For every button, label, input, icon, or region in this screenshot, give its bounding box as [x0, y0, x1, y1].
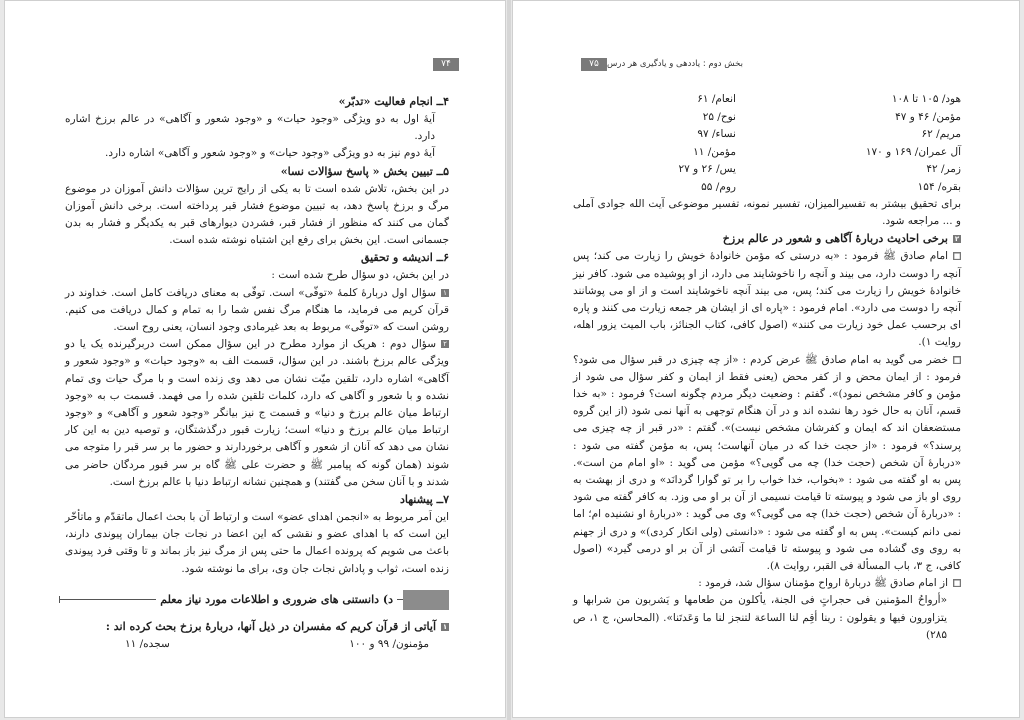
reference-cell: یس/ ۲۶ و ۲۷	[678, 163, 736, 175]
paragraph	[65, 145, 449, 162]
table-row	[573, 161, 961, 179]
paragraph	[65, 509, 449, 578]
reference-cell: سجده/ ۱۱	[125, 637, 170, 650]
heading-text: ۵ــ تبیین بخش « پاسخ سؤالات نسا»	[280, 164, 449, 178]
quran-references-table	[573, 91, 961, 196]
heading-text: ۷ــ پیشنهاد	[399, 493, 449, 507]
section-marker-bar	[403, 590, 449, 610]
page-number: ۷۵	[581, 58, 607, 71]
reference-cell: آل عمران/ ۱۶۹ و ۱۷۰	[865, 145, 961, 158]
paragraph	[573, 592, 961, 644]
bullet-marker: ۲	[954, 235, 960, 244]
paragraph-text: آیهٔ اول به دو ویژگی «وجود حیات» و «وجود شعور و آگاهی» در عالم برزخ اشاره دارد.	[65, 113, 435, 143]
reference-cell: هود/ ۱۰۵ تا ۱۰۸	[891, 93, 961, 105]
paragraph	[65, 111, 449, 145]
paragraph	[65, 285, 449, 337]
paragraph-text: سؤال دوم : هریک از موارد مطرح در این سؤال ممکن است دربرگیرنده یک یا دو ویژگی عالم برزخ باشند. در این سؤال، قسمت الف به «وجود حیات» و «وجود شعور و آگاهی» اشاره دارد، تلقین میّت نشان می دهد وی زنده است و با مرگ حیات وی تمام نشده و با شعور و آگاهی که دارد، کلمات تلقین شده را می فهمد. قسمت ب به «وجود ارتباط میان عالم برزخ و دنیا» و قسمت ج نیز بیانگر «وجود شعور و آگاهی» و «وجود ارتباط میان عالم برزخ و دنیا» است؛ زیارت قبور درگذشتگان، و توصیه دین به این کار نشان می دهد که آنان از شعور و آگاهی برخوردارند و حضور ما بر سر قبر را متوجه می شوند (همان گونه که پیامبر ﷺ و حضرت علی ﷺ گاه بر سر قبور مردگان حاضر می شدند و با آنان سخن می گفتند) و همچنین نشانه ارتباط دنیا با عالم برزخ است.	[65, 338, 449, 488]
table-row	[573, 144, 961, 162]
paragraph-text: در این بخش، تلاش شده است تا به یکی از رایج ترین سؤالات دانش آموزان در موضوع مرگ و برزخ پاسخ دهد، به تبیین موضوع فشار قبر پرداخته است. برخی دانش آموزان گمان می کنند که منظور از فشار قبر، فشردن دیوارهای قبر به یکدیگر و فشار به بدن جسمانی است. این بخش برای رفع این اشتباه نوشته شده است.	[65, 182, 449, 247]
quran-references-table	[65, 636, 449, 653]
paragraph	[65, 336, 449, 491]
bullet-marker: ۱	[441, 289, 449, 297]
paragraph-text: در این بخش، دو سؤال طرح شده است :	[271, 269, 449, 282]
paragraph-text: امام صادق ﷺ فرمود : «به درستی که مؤمن خانوادهٔ خویش را زیارت می کند؛ پس آنچه را دوست دارد، می بیند و آنچه را ناخوشایند می دارد، از او پوشیده می شود. کافر نیز خانوادهٔ خویش را زیارت می کند؛ پس، می بیند آنچه ناخوشایند است و از او می پوشانند آنچه را دوست می دارد». امام فرمود : «پاره ای از ایشان هر جمعه زیارت می کنند و پاره ای برحسب عمل خود زیارت می کنند» (اصول کافی، کتاب الجنائز، باب المیت یزور اهله، روایت ۱).	[573, 250, 961, 349]
reference-cell: نساء/ ۹۷	[697, 128, 736, 140]
reference-cell: مؤمن/ ۴۶ و ۴۷	[895, 110, 961, 123]
book-spine	[507, 0, 511, 720]
right-page	[512, 0, 1020, 718]
heading-text: ۴ــ انجام فعالیت «تدبّر»	[338, 95, 449, 108]
paragraph	[65, 181, 449, 250]
reference-cell: روم/ ۵۵	[701, 180, 736, 193]
bullet-marker: ■	[953, 252, 961, 261]
left-page	[4, 0, 506, 718]
reference-cell: نوح/ ۲۵	[702, 110, 736, 123]
divider-endcap	[59, 596, 60, 603]
paragraph	[573, 196, 961, 230]
paragraph-text: آیهٔ دوم نیز به دو ویژگی «وجود حیات» و «وجود شعور و آگاهی» اشاره دارد.	[105, 147, 435, 160]
heading-text: برخی احادیث دربارهٔ آگاهی و شعور در عالم برزخ	[722, 232, 948, 246]
section-heading	[65, 93, 449, 111]
paragraph	[573, 352, 961, 576]
paragraph-text: از امام صادق ﷺ دربارهٔ ارواح مؤمنان سؤال شد، فرمود :	[698, 577, 948, 590]
right-page-text	[573, 91, 961, 644]
paragraph-text: سؤال اول دربارهٔ کلمهٔ «توفّی» است. توفّی به معنای دریافت کامل است. خداوند در قرآن کریم می فرماید، ما هنگام مرگ نفس شما را به تمام و کمال دریافت می کنیم. روشن است که «توفّی» مربوط به بعد غیرمادی وجود انسان، یعنی روح است.	[65, 286, 449, 334]
section-heading	[65, 491, 449, 509]
section-heading	[573, 230, 961, 248]
left-page-text	[65, 93, 449, 653]
bullet-marker: ۲	[441, 340, 449, 348]
heading-text: آیاتی از قرآن کریم که مفسران در ذیل آنها، دربارهٔ برزخ بحث کرده اند :	[105, 619, 436, 633]
section-heading	[65, 249, 449, 267]
section-divider	[65, 588, 449, 612]
section-d-title: د) دانستنی های ضروری و اطلاعات مورد نیاز معلم	[156, 590, 397, 610]
reference-cell: مریم/ ۶۲	[921, 128, 961, 140]
paragraph-text: «أرواحُ المؤمنین فی حجراتٍ فی الجنة، یأکلون من طعامها و یَشربون من شرابها و یتزاورون فیها و یقولون : ربنا أقِم لنا الساعة لتنجز لنا ما وَعَدتَنا». (المحاسن، ج ۱، ص ۲۸۵)	[573, 594, 947, 641]
paragraph	[573, 248, 961, 351]
page-number: ۷۴	[433, 58, 459, 71]
bullet-marker: ■	[953, 355, 961, 364]
heading-text: ۶ــ اندیشه و تحقیق	[360, 251, 449, 265]
reference-cell: بقره/ ۱۵۴	[917, 180, 961, 193]
reference-cell: انعام/ ۶۱	[697, 93, 736, 105]
paragraph-text: خضر می گوید به امام صادق ﷺ عرض کردم : «از چه چیزی در قبر سؤال می شود؟ فرمود : از ایمان محض و از کفر محض (یعنی فقط از ایمان و کفر سؤال می شود از مؤمن و کافر مشخص نمود)». گفتم : وضعیت دیگر مردم چگونه است؟ فرمود : «به خدا قسم، آنان به حال خود رها نشده اند و در آن هنگام توجهی به آنها نمی شود (از این گروه مستضعفان اند که ایمان و کفرشان مشخص نیست)». گفتم : «در قبر از چه چیزی می پرسند؟» فرمود : «از حجت خدا که در میان آنهاست؛ پس، به مؤمن گفته می شود : «دربارهٔ آن شخص (حجت خدا) چه می گویی؟» مؤمن می گوید : «او امام من است». پس به او گفته می شود : «بخواب، خدا خواب را بر تو گوارا گردانَد» و دری از بهشت به روی او باز می شود و پیوسته تا قیامت نسیمی از آن بر او می وزد. به کافر گفته می شود : «دربارهٔ آن شخص (حجت خدا) چه می گویی؟» وی می گوید : «دربارهٔ او نشنیده ام؛ اما نمی دانم کیست». پس به او گفته می شود : «دانستی (ولی انکار کردی)» و دری از جهنم به روی وی گشاده می شود و پیوسته تا قیامت آتشی از آن بر او درمی گیرد» (اصول کافی، ج ۳، باب المسألة فی القبر، روایت ۸).	[573, 353, 961, 573]
section-heading	[65, 618, 449, 636]
section-heading	[65, 163, 449, 181]
paragraph-text: این اَمر مربوط به «انجمن اهدای عضو» است و ارتباط آن با بحث اعمال ماتقدّم و ماتأخّر این است که با اهدای عضو و نقشی که این اعضا در نجات جان بیماران پیوندی دارند، باعث می شویم که پرونده اعمال ما حتی پس از مرگ نیز باز بماند و تا وقتی فرد پیوندی زنده است، ثواب و پاداش نجات جان وی، برای ما نوشته شود.	[65, 511, 449, 575]
table-row	[573, 109, 961, 127]
paragraph	[65, 267, 449, 284]
bullet-marker: ۱	[442, 622, 448, 631]
table-row	[573, 179, 961, 197]
running-header: بخش دوم : یاددهی و یادگیری هر درس	[607, 59, 743, 69]
table-row	[573, 126, 961, 144]
paragraph	[573, 575, 961, 592]
table-row	[573, 91, 961, 109]
paragraph-text: برای تحقیق بیشتر به تفسیرالمیزان، تفسیر نمونه، تفسیر موضوعی آیت الله جوادی آملی و ... مراجعه شود.	[573, 198, 961, 228]
reference-cell: مؤمنون/ ۹۹ و ۱۰۰	[349, 637, 429, 650]
reference-cell: زمر/ ۴۲	[926, 163, 961, 175]
bullet-marker: ■	[953, 579, 961, 588]
reference-cell: مؤمن/ ۱۱	[693, 145, 736, 158]
